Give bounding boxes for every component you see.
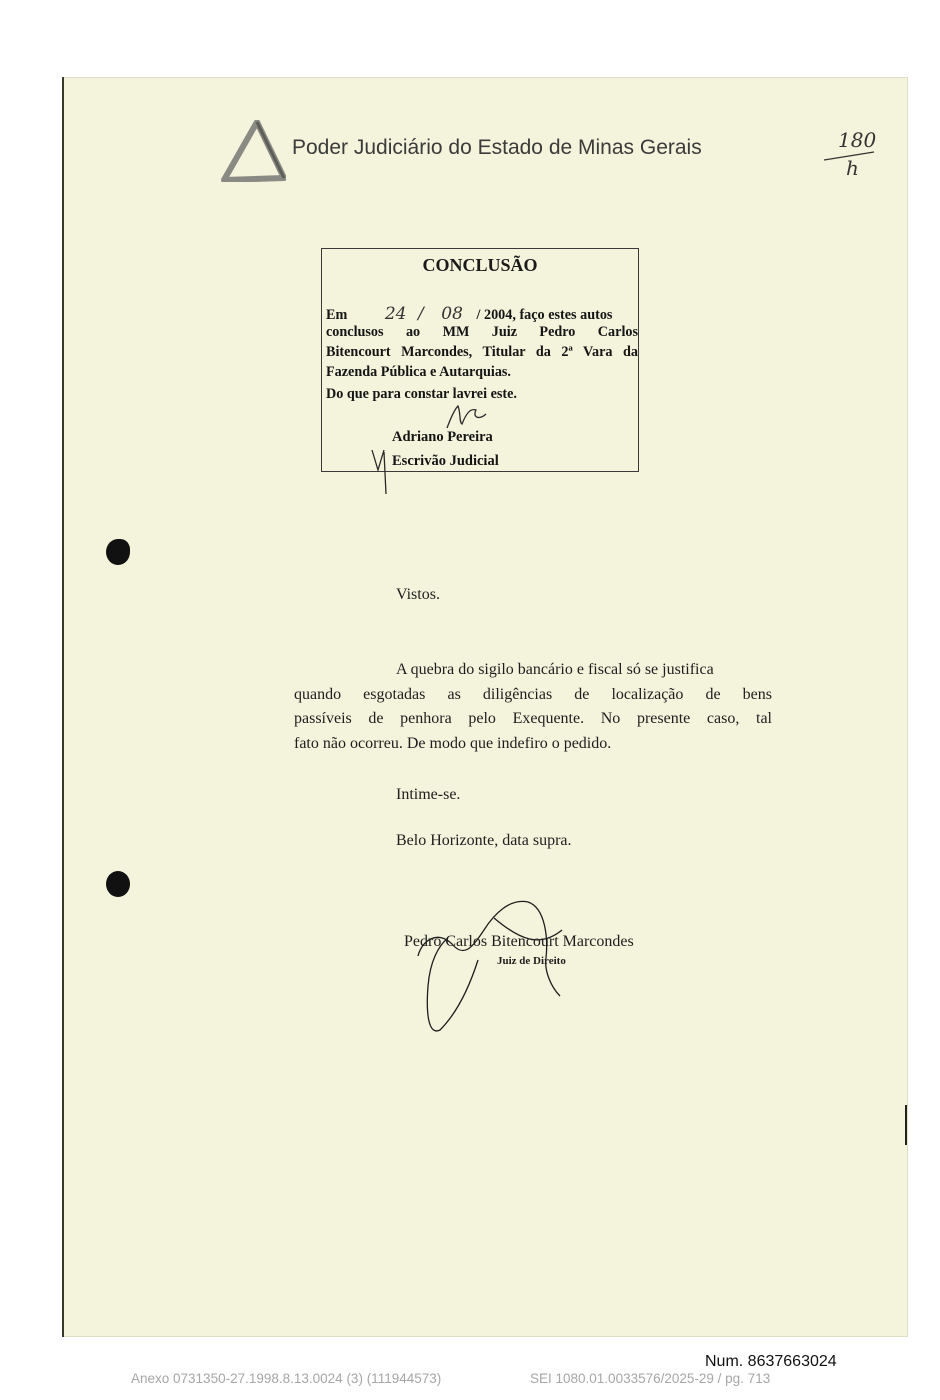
annex-reference: Anexo 0731350-27.1998.8.13.0024 (3) (111944573) [131,1371,442,1386]
document-number: Num. 8637663024 [705,1353,837,1370]
conclusao-line-3: Bitencourt Marcondes, Titular da 2ª Vara da [326,344,638,360]
judge-title: Juiz de Direito [497,955,566,967]
clerk-rubric [372,450,386,494]
conclusao-line-4: Fazenda Pública e Autarquias. [326,364,511,380]
judge-signature [418,901,562,1031]
conclusao-line-2: conclusos ao MM Juiz Pedro Carlos [326,324,638,340]
clerk-role: Escrivão Judicial [392,453,499,469]
paragraph-line-4: fato não ocorreu. De modo que indefiro o pedido. [294,735,612,752]
date-prefix: Em [326,307,348,323]
conclusao-title: CONCLUSÃO [422,255,538,275]
date-day: 24 [384,304,407,324]
sei-reference: SEI 1080.01.0033576/2025-29 / pg. 713 [530,1371,771,1386]
judge-name: Pedro Carlos Bitencourt Marcondes [404,933,634,950]
folio-number: 180 [838,128,877,152]
org-name: Poder Judiciário do Estado de Minas Gerais [292,136,702,159]
date-month: 08 [441,304,463,324]
conclusao-line-5: Do que para constar lavrei este. [326,386,517,402]
intime: Intime-se. [396,786,461,803]
clerk-initials [447,406,486,428]
paragraph-line-1: A quebra do sigilo bancário e fiscal só se justifica [396,661,714,678]
place-date: Belo Horizonte, data supra. [396,832,572,849]
paragraph-line-3: passíveis de penhora pelo Exequente. No presente caso, tal [294,710,772,727]
vistos: Vistos. [396,586,440,603]
paragraph-line-2: quando esgotadas as diligências de localização de bens [294,686,772,703]
date-separator: / [418,304,424,324]
date-suffix: / 2004, faço estes autos [476,307,613,323]
clerk-name: Adriano Pereira [392,429,493,445]
folio-initial: h [846,156,859,180]
